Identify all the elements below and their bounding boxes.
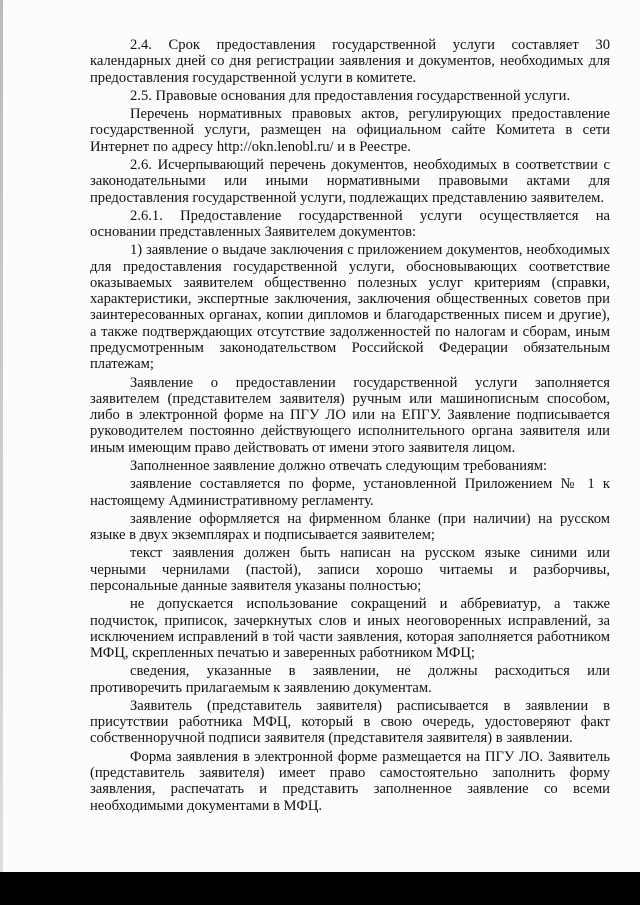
paragraph-requirements: Заполненное заявление должно отвечать следующим требованиям: [130,457,548,474]
paragraph-item-1: 1) заявление о выдаче заключения с приложением документов, необходимых для предоставления государственной услуги, обосновывающих соответствие оказываемых заявителем общественно полезных услуг критериям (справки, характеристики, экспертные заключения, заключения общественных советов при заинтересованных органах, копии дипломов и благодарственных писем и другие), а также подтверждающих отсутствие задолженностей по налогам и сборам, иным предусмотренным законодательством Российской Федерации обязательным платежам; [90,242,610,373]
paragraph-2-5: 2.5. Правовые основания для предоставления государственной услуги. [130,87,571,104]
paragraph-2-6-1: 2.6.1. Предоставление государственной услуги осуществляется на основании представленных Заявителем документов: [90,207,610,241]
scan-bottom-bar [0,872,640,905]
paragraph-req-no-abbreviations: не допускается использование сокращений и аббревиатур, а также подчисток, приписок, зачеркнутых слов и иных неоговоренных исправлений, за исключением исправлений в той части заявления, которая заполняется работником МФЦ, скрепленных печатью и заверенных работником МФЦ; [90,596,610,662]
paragraph-2-4: 2.4. Срок предоставления государственной услуги составляет 30 календарных дней со дня регистрации заявления и документов, необходимых для предоставления государственной услуги в комитете. [90,37,610,86]
paragraph-req-text: текст заявления должен быть написан на русском языке синими или черными чернилами (пастой), записи хорошо читаемы и разборчивы, персональные данные заявителя указаны полностью; [90,545,610,594]
paragraph-2-6: 2.6. Исчерпывающий перечень документов, необходимых в соответствии с законодательными или иными нормативными правовыми актами для предоставления государственной услуги, подлежащих представлению заявителем. [90,157,610,206]
paragraph-legal-acts: Перечень нормативных правовых актов, регулирующих предоставление государственной услуги, размещен на официальном сайте Комитета в сети Интернет по адресу http://okn.lenobl.ru/ и в Реестре. [90,106,610,155]
paragraph-application-filling: Заявление о предоставлении государственной услуги заполняется заявителем (представителем заявителя) ручным или машинописным способом, либо в электронной форме на ПГУ ЛО или на ЕПГУ. Заявление подписывается руководителем постоянно действующего исполнительного органа заявителя или иным имеющим право действовать от имени этого заявителя лицом. [90,374,610,456]
paragraph-req-form: заявление составляется по форме, установленной Приложением № 1 к настоящему Административному регламенту. [90,476,610,509]
paragraph-electronic-form: Форма заявления в электронной форме размещается на ПГУ ЛО. Заявитель (представитель заявителя) имеет право самостоятельно заполнить форму заявления, распечатать и представить заполненное заявление со всеми необходимыми документами в МФЦ. [90,748,610,814]
paragraph-req-letterhead: заявление оформляется на фирменном бланке (при наличии) на русском языке в двух экземплярах и подписывается заявителем; [90,510,610,544]
paragraph-req-consistency: сведения, указанные в заявлении, не должны расходиться или противоречить прилагаемым к заявлению документам. [90,663,610,696]
scan-edge [0,0,3,872]
paragraph-signature: Заявитель (представитель заявителя) расписывается в заявлении в присутствии работника МФЦ, который в свою очередь, удостоверяют факт собственноручной подписи заявителя (представителя заявителя) в заявлении. [90,697,610,747]
document-body [90,37,610,814]
